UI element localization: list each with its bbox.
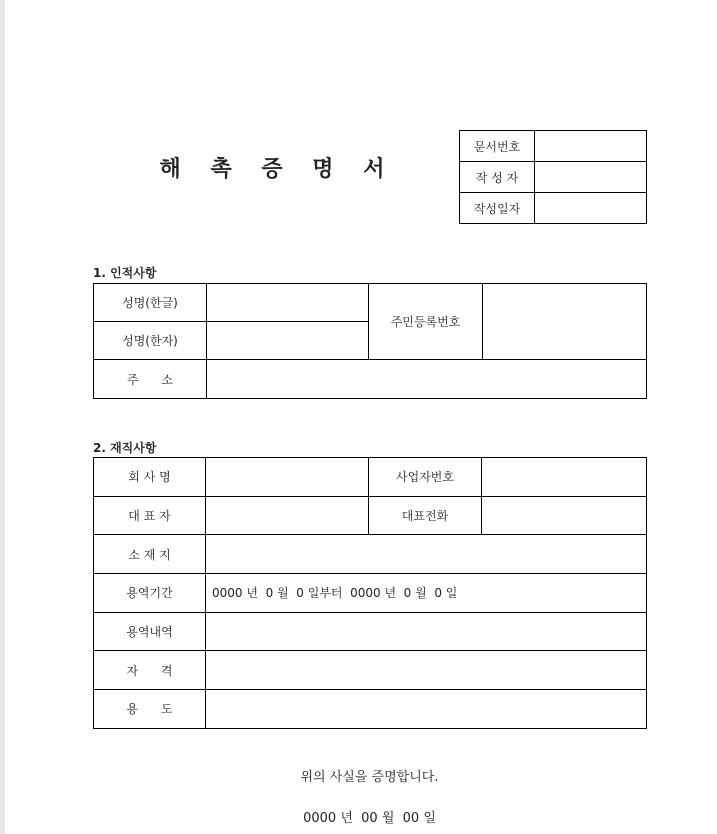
- purpose-label: 용 도: [94, 690, 206, 729]
- issue-date: 0000 년 00 월 00 일: [303, 811, 436, 826]
- service-period-field[interactable]: 0000 년 0 월 0 일부터 0000 년 0 월 0 일: [206, 574, 647, 613]
- left-margin-bar: [0, 0, 5, 834]
- service-period-label: 용역기간: [94, 574, 206, 613]
- purpose-field[interactable]: [206, 690, 647, 729]
- employment-info-table: [93, 457, 647, 729]
- location-label: 소 재 지: [94, 535, 206, 574]
- resident-number-label: 주민등록번호: [369, 284, 483, 360]
- document-meta-table: [459, 130, 647, 224]
- doc-number-field[interactable]: [535, 131, 647, 162]
- qualification-field[interactable]: [206, 651, 647, 690]
- name-korean-label: 성명(한글): [94, 284, 207, 322]
- main-phone-label: 대표전화: [369, 496, 482, 535]
- qualification-label: 자 격: [94, 651, 206, 690]
- doc-number-label: 문서번호: [460, 131, 535, 162]
- address-field[interactable]: [207, 360, 647, 399]
- business-number-field[interactable]: [482, 458, 647, 497]
- name-hanja-field[interactable]: [207, 322, 369, 360]
- created-date-label: 작성일자: [460, 193, 535, 224]
- address-label: 주 소: [94, 360, 207, 399]
- service-content-label: 용역내역: [94, 612, 206, 651]
- business-number-label: 사업자번호: [369, 458, 482, 497]
- resident-number-field[interactable]: [483, 284, 647, 360]
- company-name-label: 회 사 명: [94, 458, 206, 497]
- name-hanja-label: 성명(한자): [94, 322, 207, 360]
- name-korean-field[interactable]: [207, 284, 369, 322]
- service-content-field[interactable]: [206, 612, 647, 651]
- main-phone-field[interactable]: [482, 496, 647, 535]
- section2-heading: 2. 재직사항: [93, 441, 157, 455]
- author-label: 작 성 자: [460, 162, 535, 193]
- document-title: 해 촉 증 명 서: [159, 157, 396, 182]
- company-name-field[interactable]: [206, 458, 369, 497]
- ceo-field[interactable]: [206, 496, 369, 535]
- ceo-label: 대 표 자: [94, 496, 206, 535]
- section1-heading: 1. 인적사항: [93, 266, 157, 280]
- location-field[interactable]: [206, 535, 647, 574]
- personal-info-table: [93, 283, 647, 399]
- certification-statement: 위의 사실을 증명합니다.: [300, 770, 439, 785]
- created-date-field[interactable]: [535, 193, 647, 224]
- author-field[interactable]: [535, 162, 647, 193]
